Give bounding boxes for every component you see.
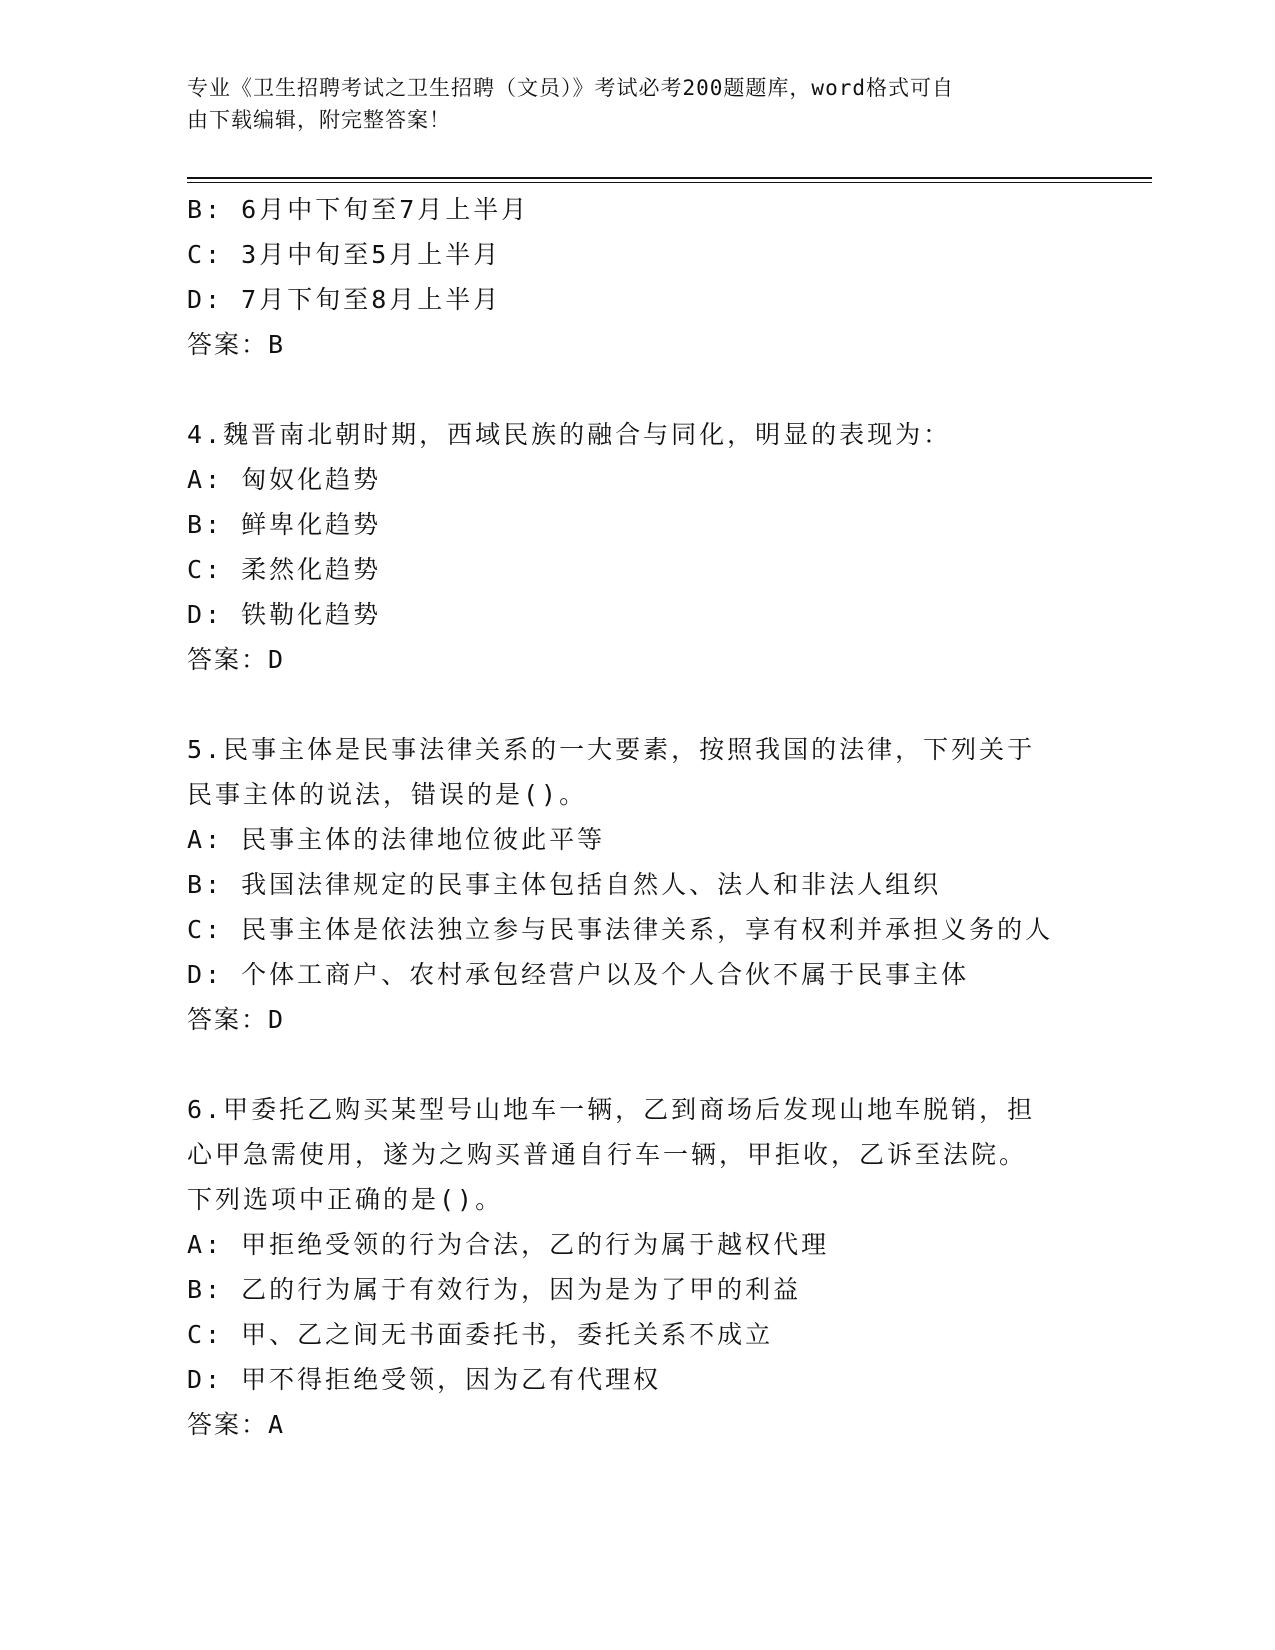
header-line-2: 由下载编辑，附完整答案！ bbox=[187, 108, 451, 132]
q3-option-b: B: 6月中下旬至7月上半月 bbox=[187, 195, 530, 224]
q4-option-d: D: 铁勒化趋势 bbox=[187, 600, 382, 629]
q4-option-c: C: 柔然化趋势 bbox=[187, 555, 382, 584]
q5-stem-line-2: 民事主体的说法，错误的是()。 bbox=[187, 780, 588, 809]
q6-stem-line-1: 6.甲委托乙购买某型号山地车一辆，乙到商场后发现山地车脱销，担 bbox=[187, 1095, 1036, 1124]
q6-stem-line-2: 心甲急需使用，遂为之购买普通自行车一辆，甲拒收，乙诉至法院。 bbox=[187, 1140, 1028, 1169]
header-divider-thin bbox=[187, 182, 1152, 183]
q5-option-b: B: 我国法律规定的民事主体包括自然人、法人和非法人组织 bbox=[187, 870, 942, 899]
q4-option-a: A: 匈奴化趋势 bbox=[187, 465, 382, 494]
q6-option-d: D: 甲不得拒绝受领，因为乙有代理权 bbox=[187, 1365, 662, 1394]
q4-stem: 4.魏晋南北朝时期，西域民族的融合与同化，明显的表现为： bbox=[187, 420, 952, 449]
q3-option-c: C: 3月中旬至5月上半月 bbox=[187, 240, 502, 269]
q5-answer: 答案：D bbox=[187, 1005, 286, 1034]
header-divider-thick bbox=[187, 177, 1152, 179]
header-line-1: 专业《卫生招聘考试之卫生招聘（文员）》考试必考200题题库，word格式可自 bbox=[187, 76, 954, 100]
q5-stem-line-1: 5.民事主体是民事法律关系的一大要素，按照我国的法律，下列关于 bbox=[187, 735, 1036, 764]
document-header bbox=[187, 72, 1087, 136]
q6-stem-line-3: 下列选项中正确的是()。 bbox=[187, 1185, 504, 1214]
q3-answer: 答案：B bbox=[187, 330, 286, 359]
q3-option-d: D: 7月下旬至8月上半月 bbox=[187, 285, 502, 314]
q5-option-c: C: 民事主体是依法独立参与民事法律关系，享有权利并承担义务的人 bbox=[187, 915, 1054, 944]
q6-option-b: B: 乙的行为属于有效行为，因为是为了甲的利益 bbox=[187, 1275, 802, 1304]
q4-option-b: B: 鲜卑化趋势 bbox=[187, 510, 382, 539]
q6-option-c: C: 甲、乙之间无书面委托书，委托关系不成立 bbox=[187, 1320, 774, 1349]
q5-option-d: D: 个体工商户、农村承包经营户以及个人合伙不属于民事主体 bbox=[187, 960, 970, 989]
q6-answer: 答案：A bbox=[187, 1410, 286, 1439]
q4-answer: 答案：D bbox=[187, 645, 286, 674]
q5-option-a: A: 民事主体的法律地位彼此平等 bbox=[187, 825, 606, 854]
q6-option-a: A: 甲拒绝受领的行为合法，乙的行为属于越权代理 bbox=[187, 1230, 830, 1259]
